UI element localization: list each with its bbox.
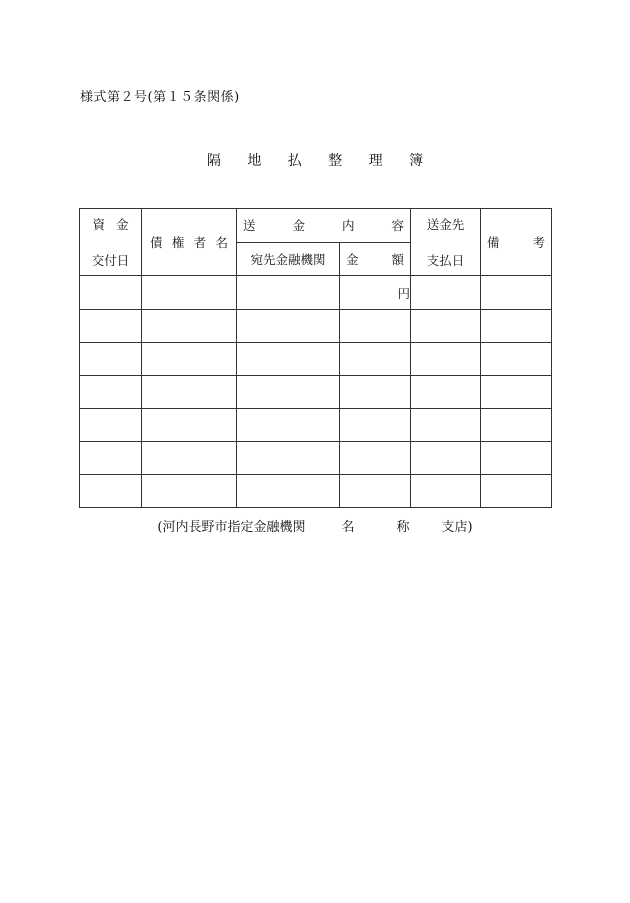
header-destination-bank <box>237 242 340 276</box>
table-row <box>80 409 552 442</box>
table-cell <box>481 276 552 310</box>
table-cell <box>340 409 411 442</box>
table-cell <box>80 276 142 310</box>
table-cell <box>481 310 552 343</box>
header-text: 支払日 <box>426 253 465 268</box>
footer-text: 称 <box>396 520 410 535</box>
table-cell <box>80 442 142 475</box>
header-text: 資 <box>92 217 106 232</box>
header-remarks <box>481 209 552 276</box>
header-text: 送金先 <box>426 217 465 232</box>
header-creditor-name <box>142 209 237 276</box>
header-text: 名 <box>215 235 228 250</box>
header-text: 者 <box>193 235 207 250</box>
header-remittance-details <box>237 209 411 243</box>
footer-text: 河内長野市指定金融機関 <box>162 520 306 535</box>
header-amount <box>340 242 411 276</box>
table-cell <box>411 343 481 376</box>
table-cell <box>237 310 340 343</box>
table-cell <box>340 276 411 310</box>
table-cell <box>237 276 340 310</box>
header-payment-date <box>411 209 481 276</box>
table-cell <box>481 442 552 475</box>
table-cell <box>340 442 411 475</box>
table-cell <box>411 376 481 409</box>
table-cell <box>481 409 552 442</box>
table-cell <box>340 475 411 508</box>
table-cell <box>481 475 552 508</box>
header-text: 内 <box>341 218 355 234</box>
header-text: 債 <box>150 235 163 250</box>
title-char: 払 <box>287 153 302 169</box>
table-row <box>80 343 552 376</box>
header-text: 交付日 <box>91 253 130 268</box>
header-text: 額 <box>391 251 404 267</box>
title-char: 簿 <box>409 153 424 169</box>
table-cell <box>142 343 237 376</box>
table-cell <box>80 343 142 376</box>
header-text: 送 <box>243 218 256 234</box>
footer-text: ( <box>157 520 163 535</box>
footer-bank-note <box>0 516 630 535</box>
table-row <box>80 442 552 475</box>
ledger-table <box>79 208 552 508</box>
table-cell <box>142 442 237 475</box>
header-text: 権 <box>171 235 185 250</box>
header-text: 宛先金融機関 <box>250 251 326 267</box>
table-row <box>80 276 552 310</box>
footer-text: ) <box>467 520 473 535</box>
form-number: 様式第２号(第１５条関係) <box>80 90 240 105</box>
title-char: 隔 <box>206 153 221 169</box>
header-text: 金 <box>346 251 359 267</box>
table-cell <box>340 343 411 376</box>
document-title <box>0 150 630 170</box>
table-row <box>80 376 552 409</box>
table-cell <box>237 442 340 475</box>
footer-text: 支店 <box>441 520 468 535</box>
table-cell <box>481 343 552 376</box>
table-cell <box>142 376 237 409</box>
title-char: 地 <box>247 153 262 169</box>
table-cell <box>80 310 142 343</box>
table-cell <box>237 343 340 376</box>
header-text: 容 <box>391 218 404 234</box>
footer-text: 名 <box>341 520 355 535</box>
header-text: 金 <box>115 217 129 232</box>
table-cell <box>237 475 340 508</box>
table-cell <box>411 310 481 343</box>
header-text: 備 <box>487 235 500 250</box>
table-cell <box>411 475 481 508</box>
table-cell <box>142 310 237 343</box>
table-cell <box>237 376 340 409</box>
table-cell <box>142 475 237 508</box>
table-cell <box>142 276 237 310</box>
table-cell <box>411 276 481 310</box>
amount-unit: 円 <box>397 285 410 301</box>
table-cell <box>80 409 142 442</box>
title-char: 整 <box>328 153 343 169</box>
table-cell <box>411 442 481 475</box>
header-fund-delivery-date <box>80 209 142 276</box>
table-cell <box>80 376 142 409</box>
table-cell <box>340 376 411 409</box>
table-row <box>80 310 552 343</box>
title-char: 理 <box>368 153 383 169</box>
table-cell <box>411 409 481 442</box>
table-cell <box>80 475 142 508</box>
table-cell <box>340 310 411 343</box>
table-cell <box>237 409 340 442</box>
table-cell <box>481 376 552 409</box>
header-text: 考 <box>532 235 545 250</box>
table-row <box>80 475 552 508</box>
header-text: 金 <box>292 218 305 234</box>
table-cell <box>142 409 237 442</box>
